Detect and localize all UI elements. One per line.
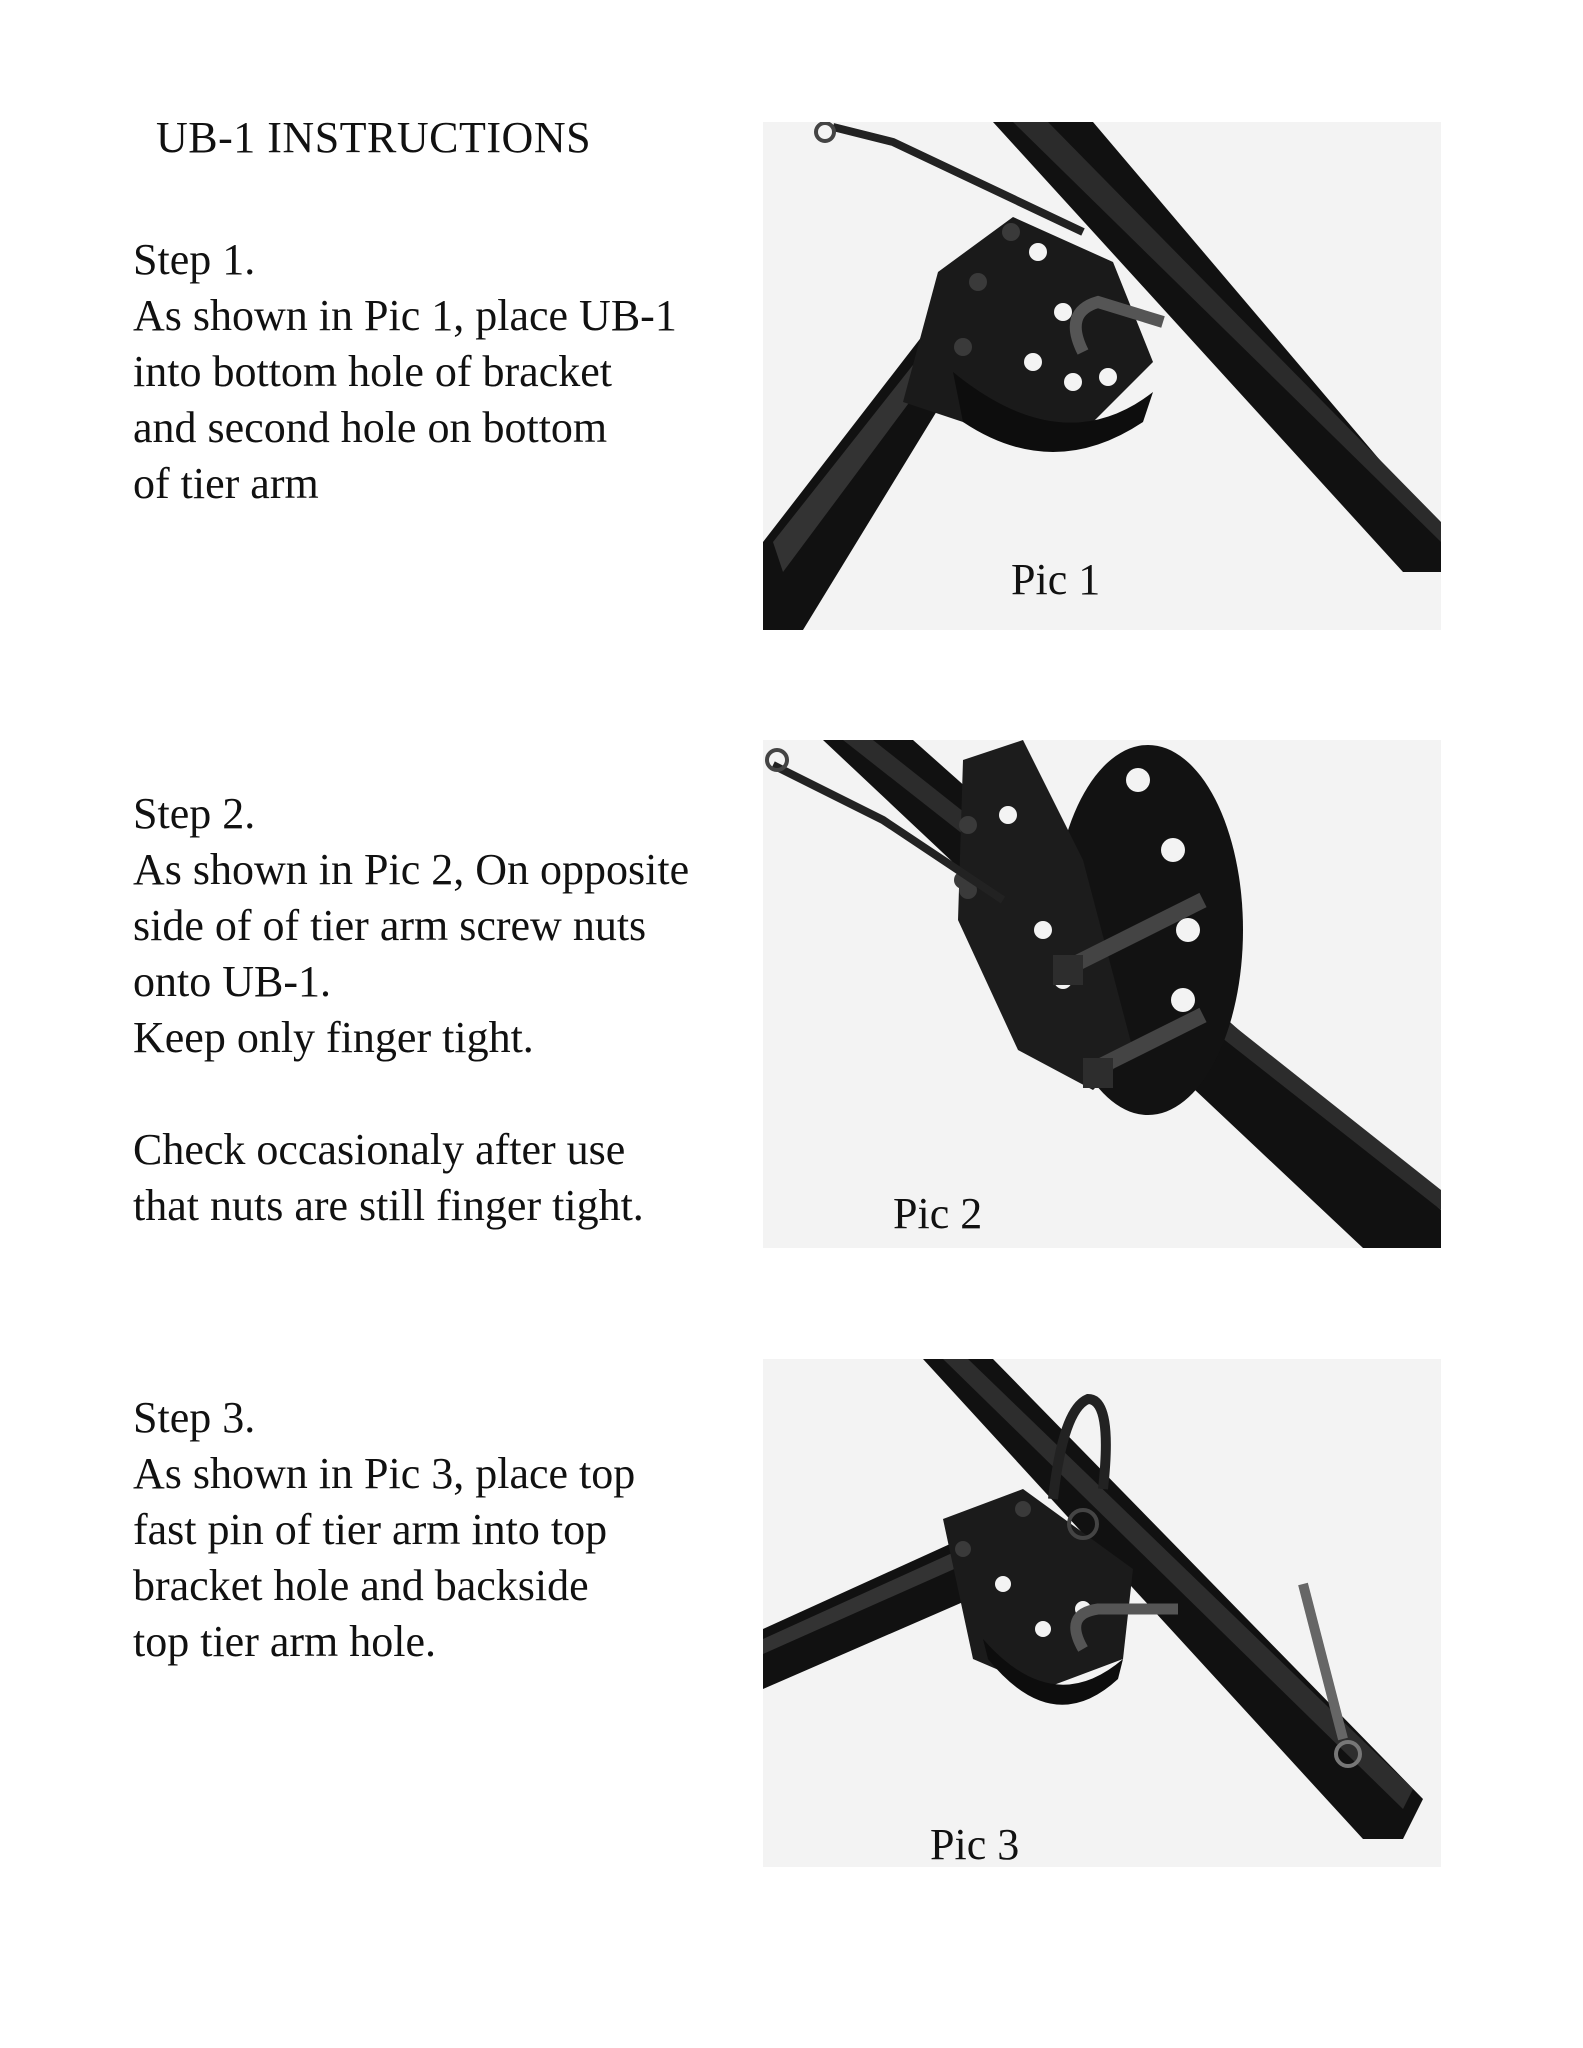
- step-2-note-line: that nuts are still finger tight.: [133, 1181, 644, 1230]
- spacer: [133, 1066, 689, 1122]
- step-1-text: [133, 232, 677, 512]
- pic-3-photo: [763, 1359, 1441, 1867]
- step-3-line: bracket hole and backside: [133, 1561, 589, 1610]
- pic-3-caption: Pic 3: [930, 1820, 1020, 1867]
- pic-1-illustration: [763, 122, 1441, 630]
- step-2-heading: Step 2.: [133, 789, 256, 838]
- step-1-line: and second hole on bottom: [133, 403, 608, 452]
- pic-1-photo: [763, 122, 1441, 630]
- step-3-line: fast pin of tier arm into top: [133, 1505, 608, 1554]
- step-3-heading: Step 3.: [133, 1393, 256, 1442]
- pic-2-illustration: [763, 740, 1441, 1248]
- step-3-text: [133, 1390, 635, 1670]
- step-2-note-line: Check occasionaly after use: [133, 1125, 626, 1174]
- pic-2-caption: Pic 2: [893, 1189, 983, 1238]
- step-1-line: of tier arm: [133, 459, 319, 508]
- step-1-line: into bottom hole of bracket: [133, 347, 612, 396]
- pic-3-illustration: [763, 1359, 1441, 1867]
- step-2-line: onto UB-1.: [133, 957, 331, 1006]
- step-2-line: Keep only finger tight.: [133, 1013, 534, 1062]
- pic-2-photo: [763, 740, 1441, 1248]
- step-3-line: As shown in Pic 3, place top: [133, 1449, 636, 1498]
- step-3-line: top tier arm hole.: [133, 1617, 437, 1666]
- page-title: UB-1 INSTRUCTIONS: [156, 113, 592, 162]
- step-1-line: As shown in Pic 1, place UB-1: [133, 291, 677, 340]
- step-1-heading: Step 1.: [133, 235, 256, 284]
- pic-1-caption: Pic 1: [1011, 555, 1101, 604]
- step-2-text: [133, 786, 689, 1234]
- step-2-line: As shown in Pic 2, On opposite: [133, 845, 690, 894]
- step-2-line: side of of tier arm screw nuts: [133, 901, 647, 950]
